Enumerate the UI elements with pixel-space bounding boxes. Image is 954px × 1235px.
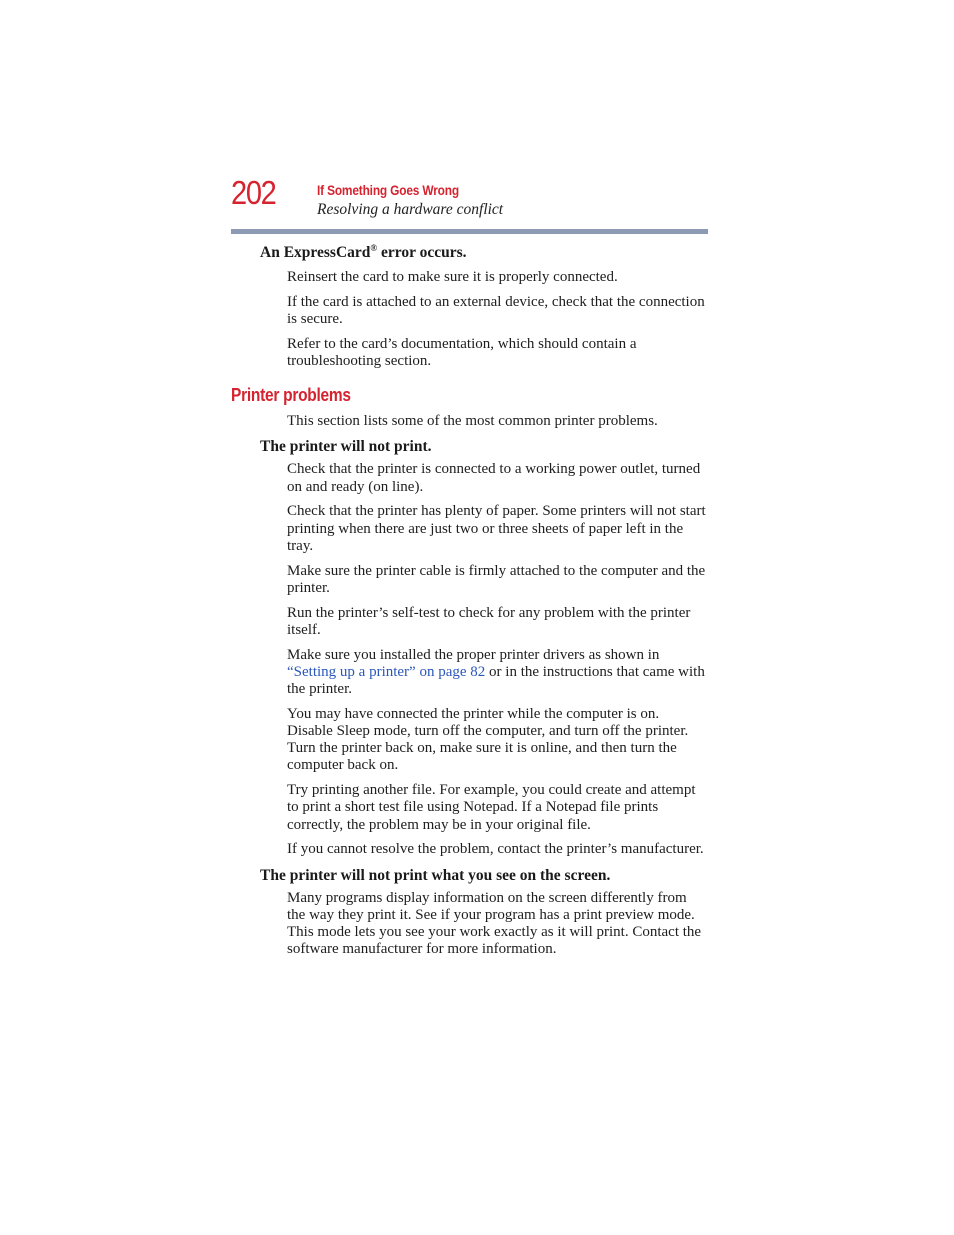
paragraph: Try printing another file. For example, you could create and attempt to print a short test file using Notepad. If a Notepad file prints correctly, the problem may be in your original file. <box>287 782 696 833</box>
paragraph: If you cannot resolve the problem, contact the printer’s manufacturer. <box>287 841 704 858</box>
page-content <box>231 243 708 958</box>
drivers-text-pre: Make sure you installed the proper printer drivers as shown in <box>287 646 660 663</box>
chapter-title: If Something Goes Wrong <box>317 182 459 198</box>
paragraph: Reinsert the card to make sure it is properly connected. <box>287 269 618 285</box>
paragraph: Check that the printer has plenty of paper. Some printers will not start printing when there are just two or three sheets of paper left in the tray. <box>287 503 706 554</box>
paragraph: If the card is attached to an external device, check that the connection is secure. <box>287 293 705 327</box>
drivers-text-post: or in the instructions that came with the printer. <box>287 663 705 698</box>
setting-up-printer-link[interactable]: “Setting up a printer” on page 82 <box>287 663 486 680</box>
printer-not-print-heading: The printer will not print. <box>260 438 432 456</box>
paragraph: Many programs display information on the screen differently from the way they print it. See if your program has a print preview mode. This mode lets you see your work exactly as it will print. Contact the software manufacturer for more information. <box>287 889 702 958</box>
paragraph: Check that the printer is connected to a working power outlet, turned on and ready (on line). <box>287 461 701 495</box>
header-rule <box>231 229 708 234</box>
expresscard-heading-post: error occurs. <box>377 244 467 261</box>
paragraph: Run the printer’s self-test to check for any problem with the printer itself. <box>287 604 691 638</box>
registered-mark: ® <box>370 243 378 253</box>
expresscard-heading <box>231 243 708 262</box>
paragraph: Make sure the printer cable is firmly attached to the computer and the printer. <box>287 562 706 596</box>
expresscard-heading-pre: An ExpressCard <box>260 244 371 261</box>
paragraph: This section lists some of the most common printer problems. <box>287 413 658 430</box>
paragraph: Refer to the card’s documentation, which should contain a troubleshooting section. <box>287 335 637 369</box>
page-number: 202 <box>231 174 276 211</box>
printer-screen-heading: The printer will not print what you see on the screen. <box>260 866 611 884</box>
paragraph: You may have connected the printer while the computer is on. Disable Sleep mode, turn off the computer, and turn off the printer. Turn the printer back on, make sure it is online, and then turn the computer back on. <box>287 705 689 774</box>
paragraph-drivers <box>231 647 708 699</box>
section-title-printer-problems: Printer problems <box>231 385 351 406</box>
section-subtitle: Resolving a hardware conflict <box>317 201 504 218</box>
